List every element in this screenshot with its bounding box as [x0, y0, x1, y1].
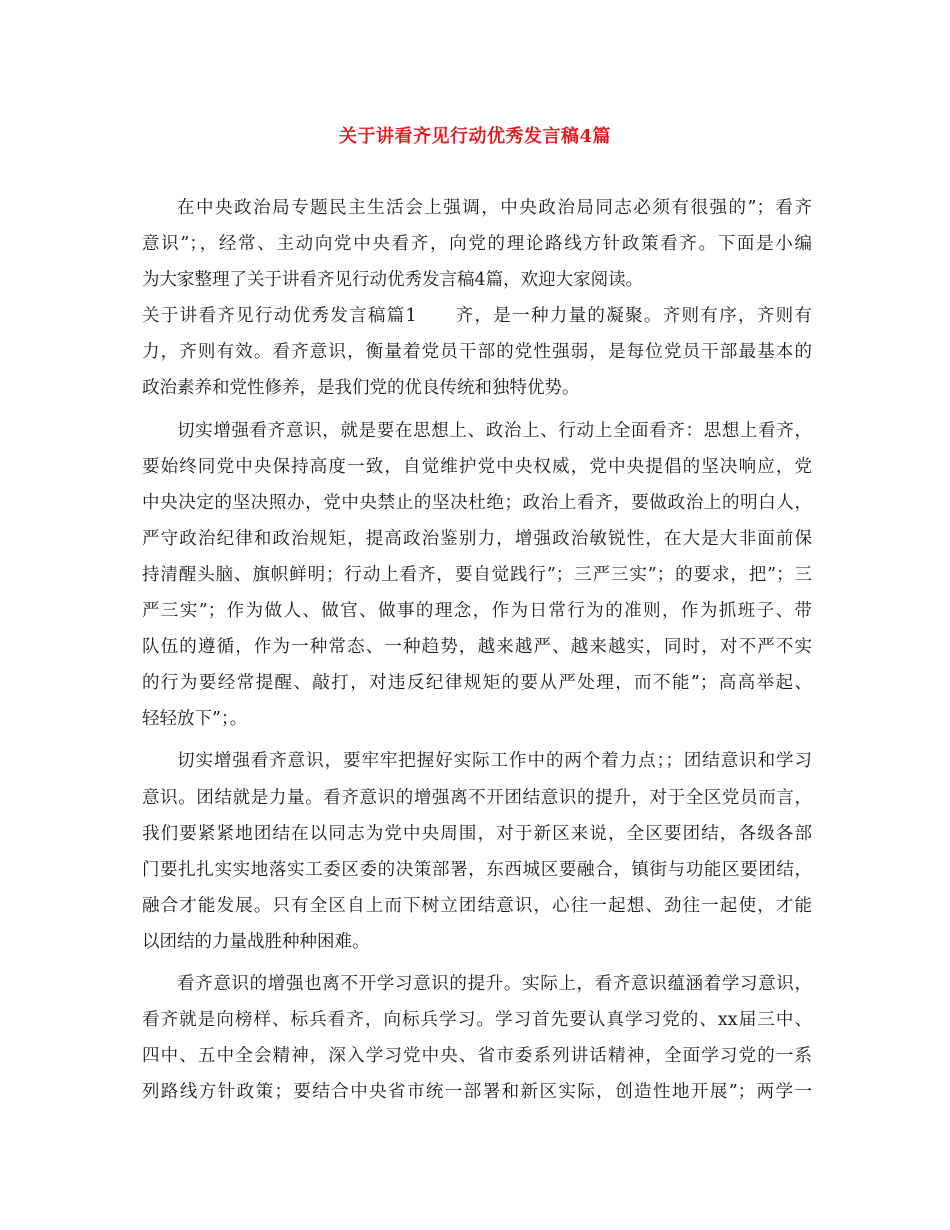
text-line: 中央决定的坚决照办，党中央禁止的坚决杜绝；政治上看齐，要做政治上的明白人，	[142, 492, 812, 513]
text-line: 切实增强看齐意识，就是要在思想上、政治上、行动上全面看齐：思想上看齐，	[177, 420, 812, 441]
text-line: 意识。团结就是力量。看齐意识的增强离不开团结意识的提升，对于全区党员而言，	[142, 787, 812, 808]
text-line: 看齐意识的增强也离不开学习意识的提升。实际上，看齐意识蕴涵着学习意识，	[177, 973, 812, 994]
paragraph-3	[142, 413, 812, 738]
text-line: 要始终同党中央保持高度一致，自觉维护党中央权威，党中央提倡的坚决响应，党	[142, 456, 812, 477]
paragraph-4	[142, 743, 812, 960]
text-line: 门要扎扎实实地落实工委区委的决策部署，东西城区要融合，镇街与功能区要团结，	[142, 859, 812, 880]
document-body	[142, 190, 812, 1110]
text-line: 政治素养和党性修养，是我们党的优良传统和独特优势。	[142, 378, 580, 399]
text-line: 严守政治纪律和政治规矩，提高政治鉴别力，增强政治敏锐性，在大是大非面前保	[142, 528, 812, 549]
text-line: 轻轻放下”；。	[142, 709, 248, 730]
text-line: 队伍的遵循，作为一种常态、一种趋势，越来越严、越来越实，同时，对不严不实	[142, 637, 812, 658]
text-line: 切实增强看齐意识，要牢牢把握好实际工作中的两个着力点；；团结意识和学习	[177, 751, 812, 772]
text-line: 四中、五中全会精神，深入学习党中央、省市委系列讲话精神，全面学习党的一系	[142, 1046, 812, 1067]
text-line: 力，齐则有效。看齐意识，衡量着党员干部的党性强弱，是每位党员干部最基本的	[142, 342, 812, 363]
text-line: 持清醒头脑、旗帜鲜明；行动上看齐，要自觉践行”；三严三实”；的要求，把”；三	[142, 564, 812, 585]
text-line: 以团结的力量战胜种种困难。	[142, 931, 370, 952]
text-line: 严三实”；作为做人、做官、做事的理念，作为日常行为的准则，作为抓班子、带	[142, 601, 812, 622]
paragraph-5	[142, 966, 812, 1110]
text-line: 为大家整理了关于讲看齐见行动优秀发言稿4篇，欢迎大家阅读。	[142, 270, 644, 291]
text-line: 的行为要经常提醒、敲打，对违反纪律规矩的要从严处理，而不能”；高高举起、	[142, 673, 812, 694]
paragraph-section-1	[142, 298, 812, 406]
document-title: 关于讲看齐见行动优秀发言稿4篇	[338, 126, 612, 147]
text-line: 意识”；，经常、主动向党中央看齐，向党的理论路线方针政策看齐。下面是小编	[142, 234, 812, 255]
text-line: 我们要紧紧地团结在以同志为党中央周围，对于新区来说，全区要团结，各级各部	[142, 823, 812, 844]
text-line: 看齐就是向榜样、标兵看齐，向标兵学习。学习首先要认真学习党的、xx届三中、	[142, 1010, 812, 1031]
paragraph-intro	[142, 190, 812, 298]
text-line: 融合才能发展。只有全区自上而下树立团结意识，心往一起想、劲往一起使，才能	[142, 895, 812, 916]
text-line: 关于讲看齐见行动优秀发言稿篇1 齐，是一种力量的凝聚。齐则有序，齐则有	[142, 306, 812, 327]
text-line: 列路线方针政策；要结合中央省市统一部署和新区实际，创造性地开展”；两学一	[142, 1082, 812, 1103]
text-line: 在中央政治局专题民主生活会上强调，中央政治局同志必须有很强的”；看齐	[177, 198, 812, 218]
